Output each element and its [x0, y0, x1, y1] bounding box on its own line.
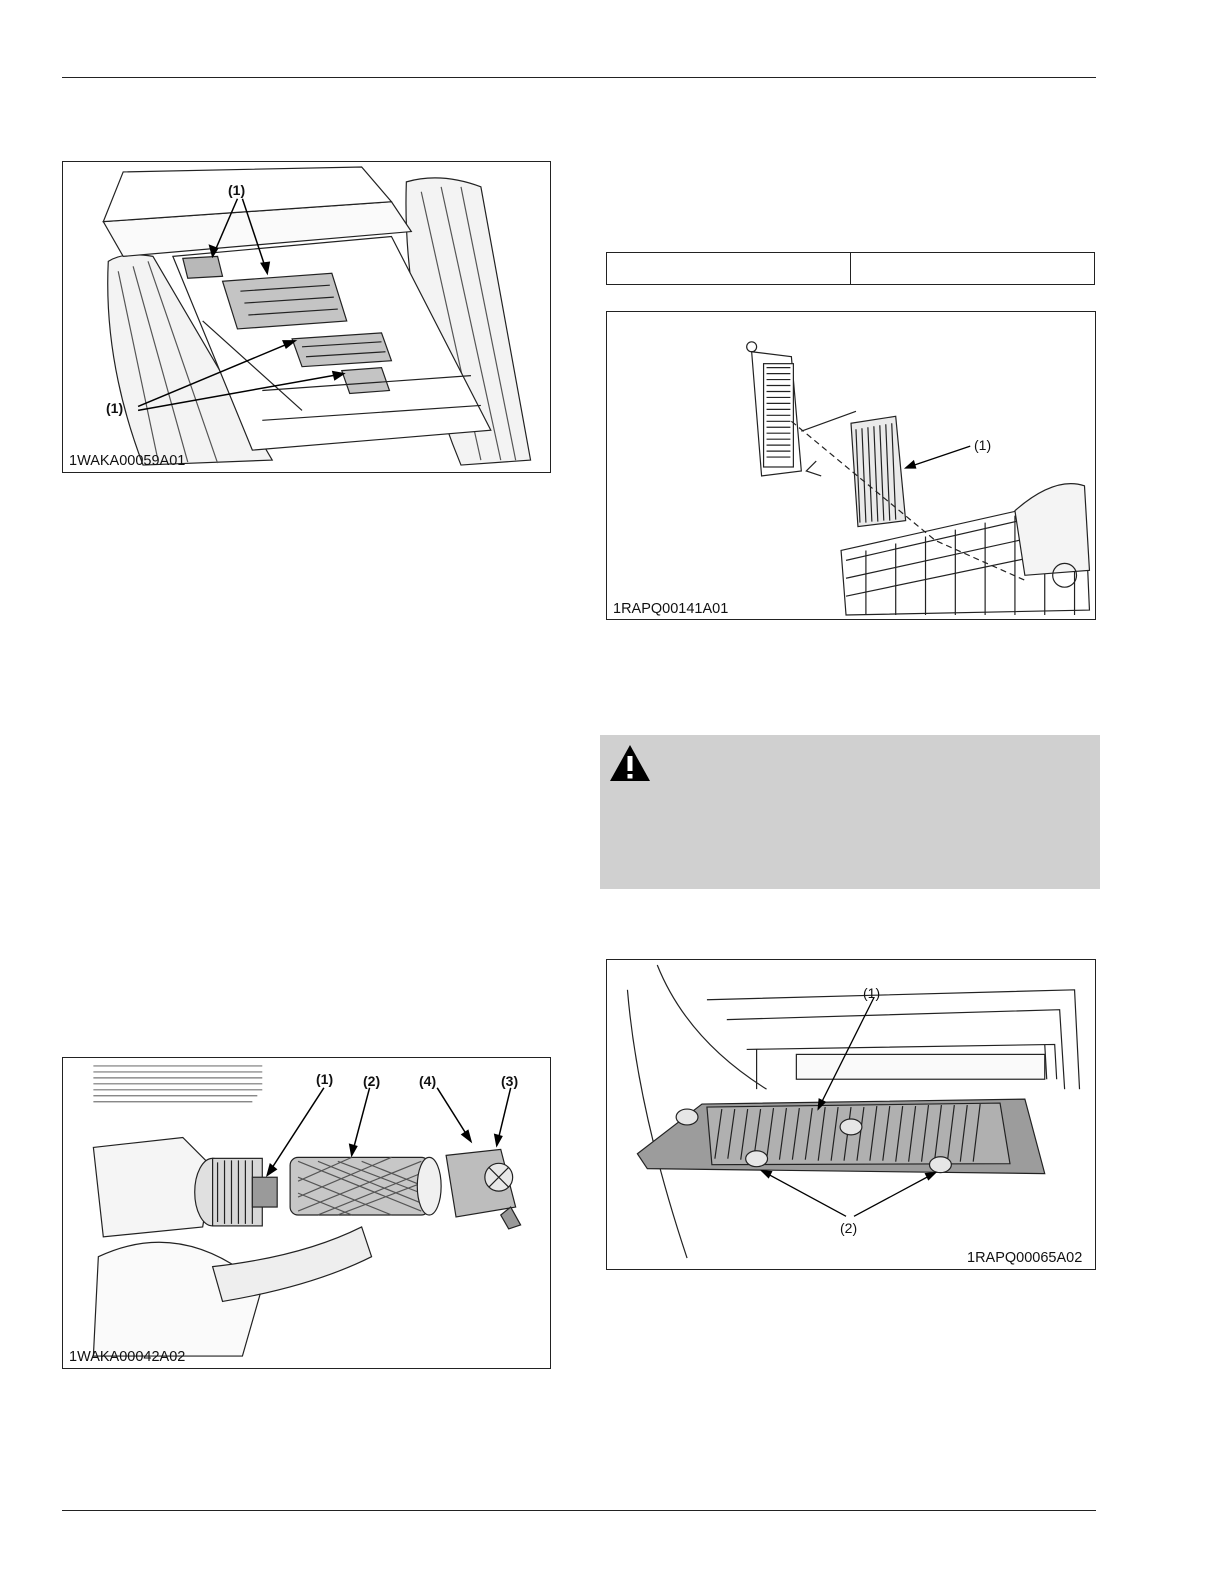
- callout-cabin-filter-1: (1): [974, 437, 992, 453]
- figure-filter-cover: [606, 959, 1096, 1270]
- footer-rule: [62, 1510, 1096, 1511]
- figure-code-filter-cover: 1RAPQ00065A02: [967, 1250, 1083, 1266]
- spec-table-cell-left: [607, 253, 850, 284]
- figure-cabin-filter: [606, 311, 1096, 620]
- figure-code-air-cleaner: 1WAKA00042A02: [69, 1349, 186, 1365]
- callout-air-cleaner-4: (4): [419, 1073, 437, 1089]
- callout-1-bottom: (1): [106, 400, 124, 416]
- callout-air-cleaner-3: (3): [501, 1073, 519, 1089]
- warning-box: [600, 735, 1100, 889]
- spec-table: [606, 252, 1095, 285]
- callout-1-top: (1): [228, 182, 246, 198]
- spec-table-cell-right: [850, 253, 1094, 284]
- callout-filter-cover-2: (2): [840, 1220, 858, 1236]
- figure-code-undercover: 1WAKA00059A01: [69, 453, 186, 469]
- header-rule: [62, 77, 1096, 78]
- warning-triangle-icon: [608, 743, 652, 783]
- callout-filter-cover-1: (1): [863, 985, 881, 1001]
- figure-code-cabin-filter: 1RAPQ00141A01: [613, 601, 729, 617]
- figure-air-cleaner: [62, 1057, 551, 1369]
- figure-undercover: [62, 161, 551, 473]
- cabin-filter-illustration: [607, 312, 1095, 619]
- callout-air-cleaner-1: (1): [316, 1071, 334, 1087]
- air-cleaner-illustration: [63, 1058, 550, 1368]
- undercover-illustration: [63, 162, 550, 472]
- callout-air-cleaner-2: (2): [363, 1073, 381, 1089]
